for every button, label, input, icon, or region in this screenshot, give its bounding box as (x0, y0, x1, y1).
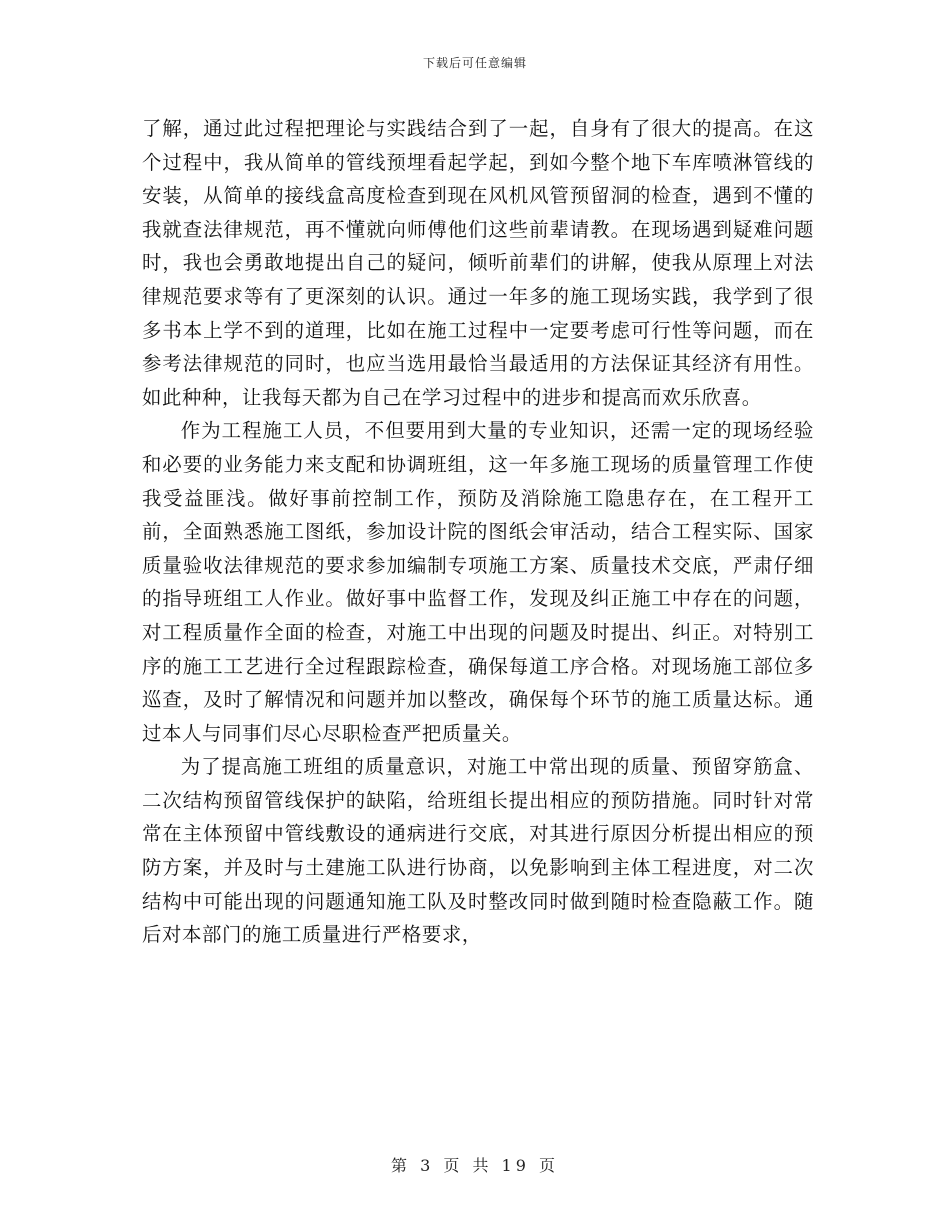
paragraph-3: 为了提高施工班组的质量意识，对施工中常出现的质量、预留穿筋盒、二次结构预留管线保护的缺陷，给班组长提出相应的预防措施。同时针对常常在主体预留中管线敷设的通病进行交底，对其进行原因分析提出相应的预防方案，并及时与土建施工队进行协商，以免影响到主体工程进度，对二次结构中可能出现的问题通知施工队及时整改同时做到随时检查隐蔽工作。随后对本部门的施工质量进行严格要求， (142, 755, 814, 947)
document-body (142, 112, 814, 952)
paragraph-2: 作为工程施工人员，不但要用到大量的专业知识，还需一定的现场经验和必要的业务能力来支配和协调班组，这一年多施工现场的质量管理工作使我受益匪浅。做好事前控制工作，预防及消除施工隐患存在，在工程开工前，全面熟悉施工图纸，参加设计院的图纸会审活动，结合工程实际、国家质量验收法律规范的要求参加编制专项施工方案、质量技术交底，严肃仔细的指导班组工人作业。做好事中监督工作，发现及纠正施工中存在的问题，对工程质量作全面的检查，对施工中出现的问题及时提出、纠正。对特别工序的施工工艺进行全过程跟踪检查，确保每道工序合格。对现场施工部位多巡查，及时了解情况和问题并加以整改，确保每个环节的施工质量达标。通过本人与同事们尽心尽职检查严把质量关。 (142, 419, 814, 745)
page-header: 下载后可任意编辑 (422, 56, 527, 70)
paragraph-1: 了解，通过此过程把理论与实践结合到了一起，自身有了很大的提高。在这个过程中，我从简单的管线预埋看起学起，到如今整个地下车库喷淋管线的安装，从简单的接线盒高度检查到现在风机风管预留洞的检查，遇到不懂的我就查法律规范，再不懂就向师傅他们这些前辈请教。在现场遇到疑难问题时，我也会勇敢地提出自己的疑问，倾听前辈们的讲解，使我从原理上对法律规范要求等有了更深刻的认识。通过一年多的施工现场实践，我学到了很多书本上学不到的道理，比如在施工过程中一定要考虑可行性等问题，而在参考法律规范的同时，也应当选用最恰当最适用的方法保证其经济有用性。如此种种，让我每天都为自己在学习过程中的进步和提高而欢乐欣喜。 (142, 117, 814, 409)
page-number-footer: 第 3 页 共 19 页 (391, 1156, 559, 1175)
